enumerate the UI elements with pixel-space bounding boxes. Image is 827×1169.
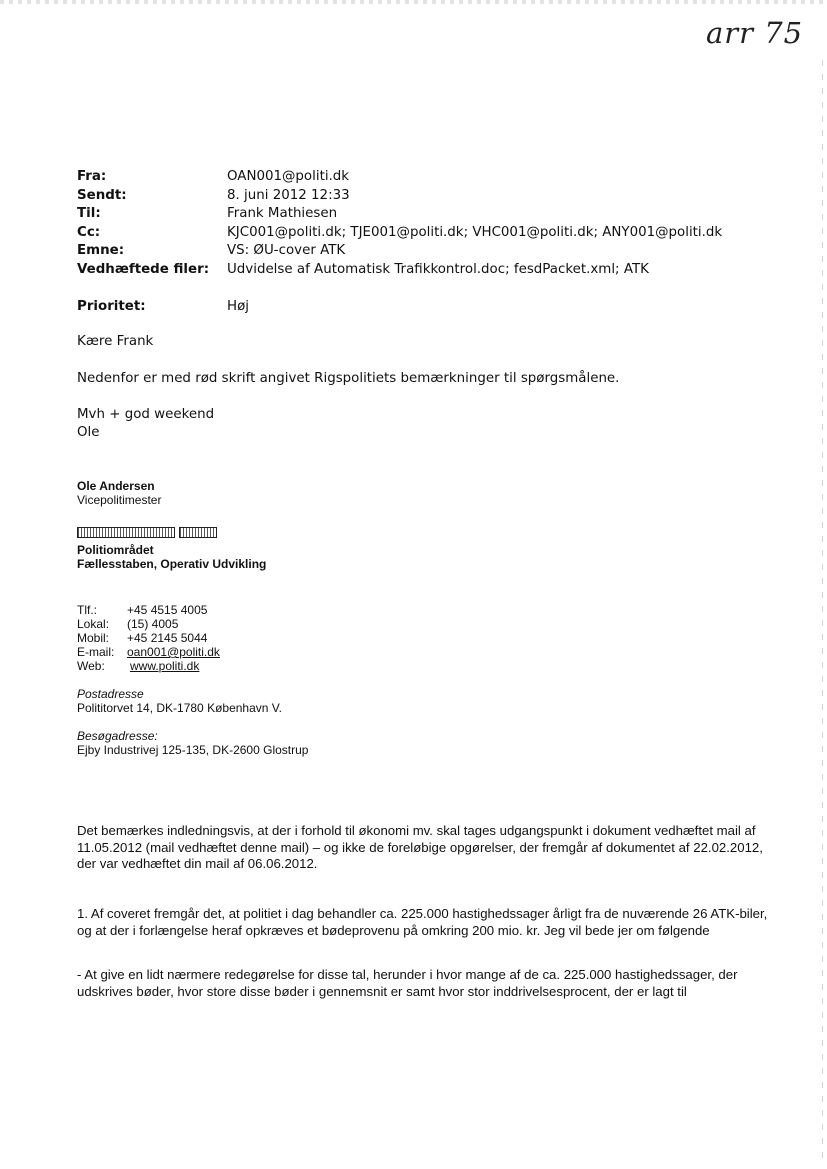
signature-name: Ole Andersen [77,479,155,493]
email-link[interactable]: oan001@politi.dk [127,645,220,659]
body-paragraph-3: - At give en lidt nærmere redegørelse for disse tal, herunder i hvor mange af de ca. 225.000 hastighedssager, der udskrives bøder, hvor store disse bøder i gennemsnit er samt hvor stor inddrivelsesprocent, der er lagt til [77,967,738,999]
to-value: Frank Mathiesen [227,206,338,222]
body-paragraph-1: Det bemærkes indledningsvis, at der i forhold til økonomi mv. skal tages udgangspunkt i dokument vedhæftet mail af 11.05.2012 (mail vedhæftet denne mail) – og ikke de foreløbige opgørelser, der fremgår af dokumentet af 22.02.2012, der var vedhæftet din mail af 06.06.2012. [77,823,763,872]
header-row-sent [77,187,757,206]
sent-label: Sendt: [77,187,127,203]
greeting: Kære Frank [77,334,154,349]
scan-artifact-top [0,0,827,4]
header-row-attachments [77,261,757,280]
sender-short-name: Ole [77,425,100,440]
contact-row-lokal [77,617,220,631]
mobil-value: +45 2145 5044 [127,631,208,645]
closing: Mvh + god weekend [77,407,215,422]
visit-address-heading: Besøgadresse: [77,729,158,743]
priority-label: Prioritet: [77,298,146,314]
email-header [77,168,757,316]
header-row-priority [77,298,757,317]
mobil-label: Mobil: [77,631,110,645]
email-label: E-mail: [77,645,115,659]
logo-bar-left [77,527,175,538]
web-link[interactable]: www.politi.dk [130,659,200,673]
scan-artifact-right [822,60,823,1160]
contact-row-mobil [77,631,220,645]
attachments-label: Vedhæftede filer: [77,261,210,277]
handwritten-annotation: arr 75 [706,16,804,50]
signature-dept: Fællesstaben, Operativ Udvikling [77,557,267,571]
from-label: Fra: [77,169,107,184]
header-row-to [77,205,757,224]
post-address-heading: Postadresse [77,687,144,701]
signature-logo [77,527,217,538]
cc-label: Cc: [77,224,101,240]
body-paragraph-2: 1. Af coveret fremgår det, at politiet i dag behandler ca. 225.000 hastighedssager årligt fra de nuværende 26 ATK-biler, og at der i forlængelse heraf opkræves et bødeprovenu på omkring 200 mio. kr. Jeg vil bede jer om følgende [77,906,768,938]
header-row-from [77,168,757,187]
web-label: Web: [77,659,105,673]
visit-address: Ejby Industrivej 125-135, DK-2600 Glostrup [77,743,309,757]
message-line: Nedenfor er med rød skrift angivet Rigspolitiets bemærkninger til spørgsmålene. [77,371,620,386]
subject-label: Emne: [77,243,125,259]
contact-row-email [77,645,220,659]
to-label: Til: [77,206,101,222]
header-row-subject [77,242,757,261]
signature-title: Vicepolitimester [77,493,162,507]
contact-row-web [77,659,220,673]
tlf-label: Tlf.: [77,603,97,617]
logo-bar-right [179,527,217,538]
priority-value: Høj [227,298,249,314]
contact-row-tlf [77,603,220,617]
sent-value: 8. juni 2012 12:33 [227,187,350,203]
cc-value: KJC001@politi.dk; TJE001@politi.dk; VHC001@politi.dk; ANY001@politi.dk [227,224,723,240]
lokal-value: (15) 4005 [127,617,179,631]
post-address: Polititorvet 14, DK-1780 København V. [77,701,283,715]
lokal-label: Lokal: [77,617,110,631]
tlf-value: +45 4515 4005 [127,603,208,617]
from-value: OAN001@politi.dk [227,169,350,184]
header-row-cc [77,224,757,243]
contact-block [77,603,220,673]
subject-value: VS: ØU-cover ATK [227,243,346,259]
attachments-value: Udvidelse af Automatisk Trafikkontrol.doc; fesdPacket.xml; ATK [227,261,649,277]
signature-org: Politiområdet [77,543,154,557]
